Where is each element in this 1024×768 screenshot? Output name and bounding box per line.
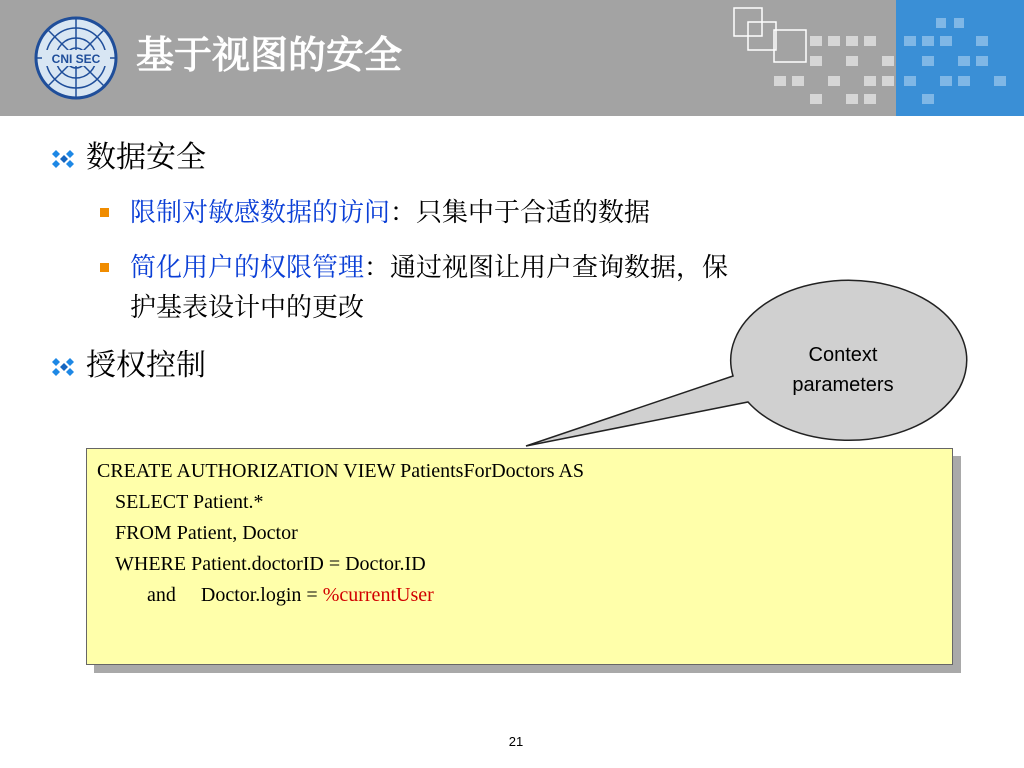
sub-bullet-continuation: 护基表设计中的更改	[130, 293, 365, 323]
code-line-1: CREATE AUTHORIZATION VIEW PatientsForDoctors AS	[97, 460, 585, 482]
code-line-4: WHERE Patient.doctorID = Doctor.ID	[115, 553, 426, 575]
callout-text	[772, 340, 914, 400]
page-number: 21	[508, 734, 524, 749]
code-line-2: SELECT Patient.*	[115, 491, 264, 513]
current-user-parameter: %currentUser	[322, 584, 434, 606]
sql-code-box	[86, 448, 953, 665]
callout-line-2: parameters	[792, 374, 894, 396]
bullet-label: 数据安全	[86, 140, 206, 175]
sub-bullet-highlight: 限制对敏感数据的访问	[130, 198, 391, 228]
logo-text: CNI SEC	[51, 52, 101, 66]
bullet-label: 授权控制	[86, 348, 206, 383]
sub-bullet-text: ：只集中于合适的数据	[390, 198, 651, 228]
sub-bullet-highlight: 简化用户的权限管理	[130, 253, 365, 283]
sub-bullet-text: ：通过视图让用户查询数据，保	[364, 253, 729, 283]
page-title: 基于视图的安全	[136, 33, 403, 77]
code-line-3: FROM Patient, Doctor	[115, 522, 298, 544]
code-line-5	[147, 581, 434, 609]
callout-line-1: Context	[808, 344, 878, 366]
code-line-5-text: and Doctor.login =	[147, 584, 323, 606]
